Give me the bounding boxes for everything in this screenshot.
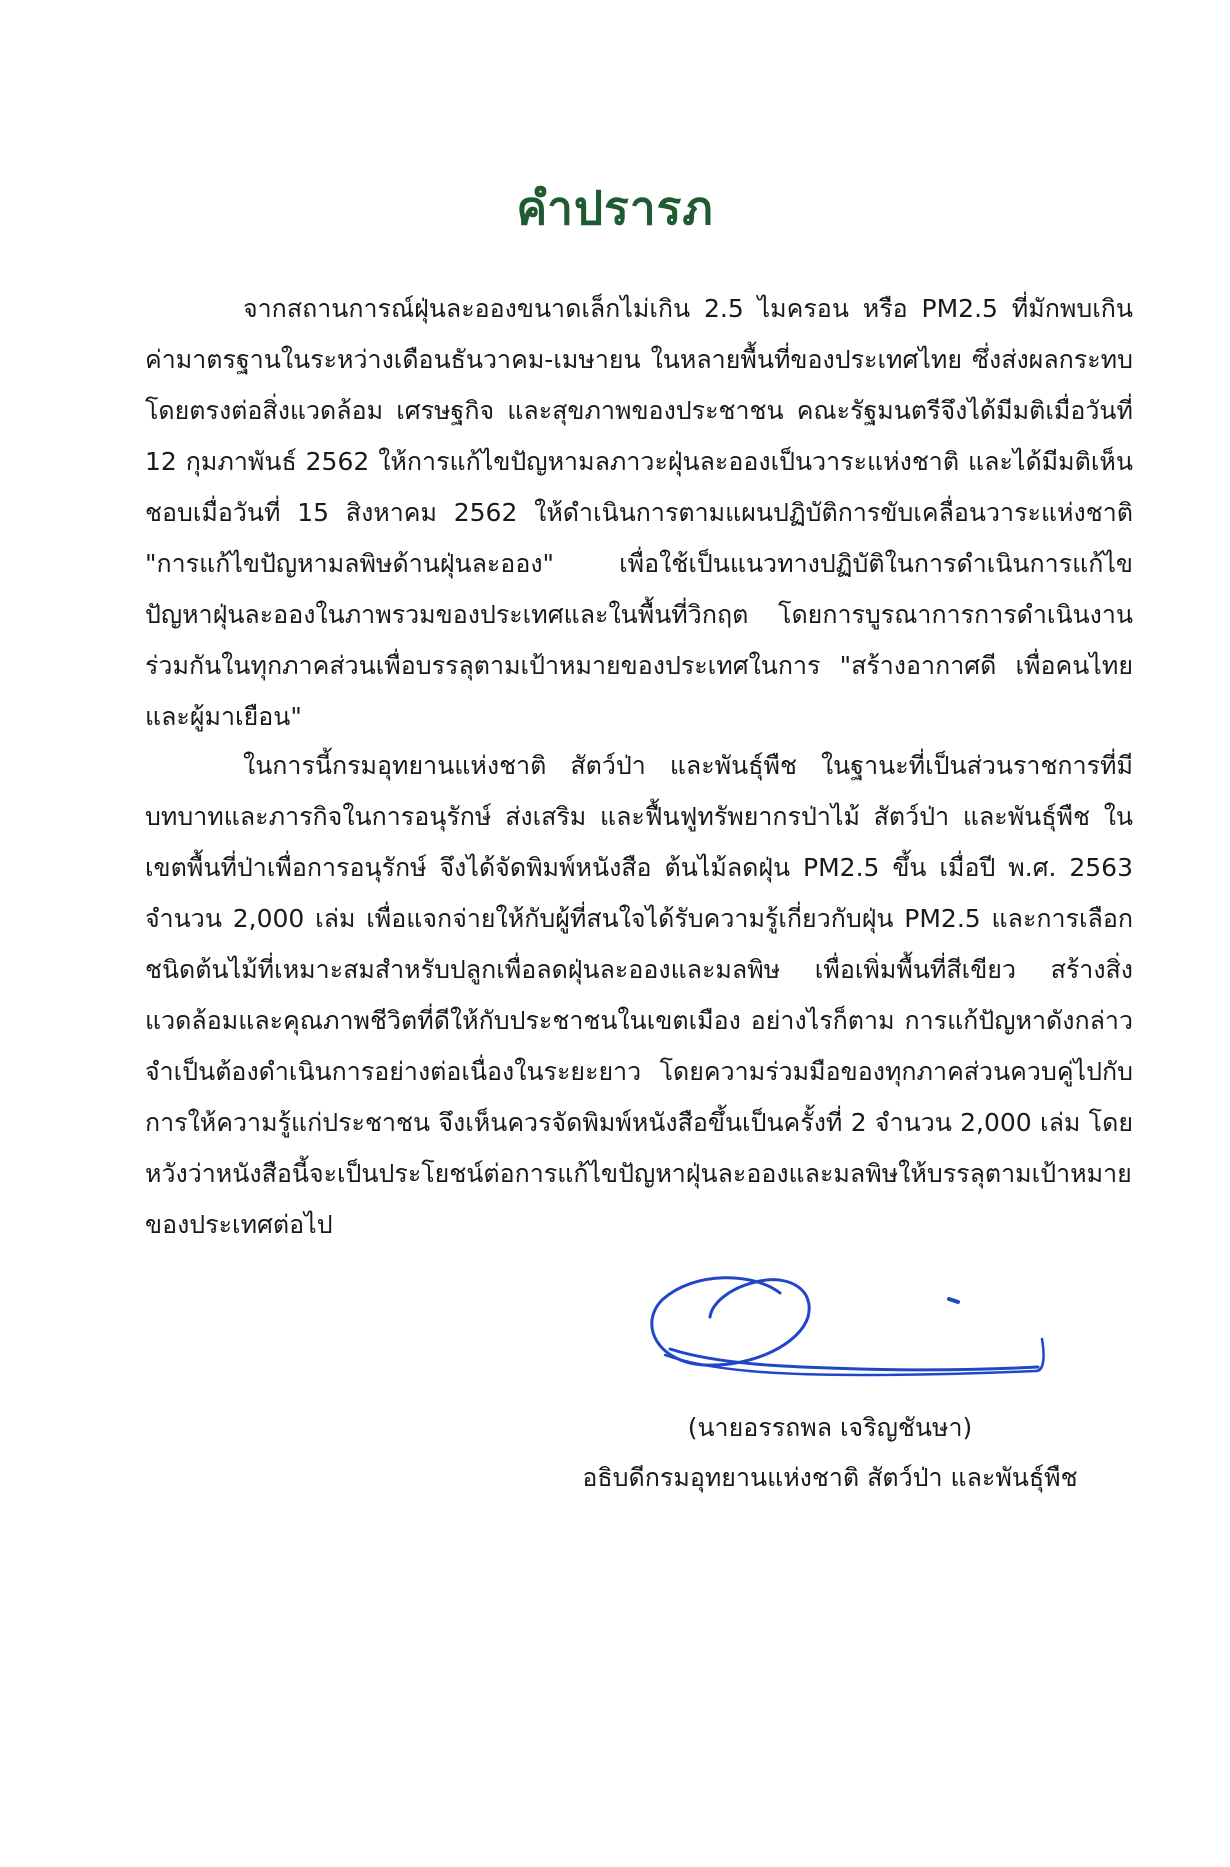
signatory-position: อธิบดีกรมอุทยานแห่งชาติ สัตว์ป่า และพันธุ์พืช <box>582 1463 1078 1492</box>
page-title: คำปรารภ <box>516 181 714 235</box>
body-paragraph-1: จากสถานการณ์ฝุ่นละอองขนาดเล็กไม่เกิน 2.5 ไมครอน หรือ PM2.5 ที่มักพบเกินค่ามาตรฐานในระหว่างเดือนธันวาคม-เมษายน ในหลายพื้นที่ของประเทศไทย ซึ่งส่งผลกระทบโดยตรงต่อสิ่งแวดล้อม เศรษฐกิจ และสุขภาพของประชาชน คณะรัฐมนตรีจึงได้มีมติเมื่อวันที่ 12 กุมภาพันธ์ 2562 ให้การแก้ไขปัญหามลภาวะฝุ่นละอองเป็นวาระแห่งชาติ และได้มีมติเห็นชอบเมื่อวันที่ 15 สิงหาคม 2562 ให้ดำเนินการตามแผนปฏิบัติการขับเคลื่อนวาระแห่งชาติ "การแก้ไขปัญหามลพิษด้านฝุ่นละออง" เพื่อใช้เป็นแนวทางปฏิบัติในการดำเนินการแก้ไขปัญหาฝุ่นละอองในภาพรวมของประเทศและในพื้นที่วิกฤต โดยการบูรณาการการดำเนินงานร่วมกันในทุกภาคส่วนเพื่อบรรลุตามเป้าหมายของประเทศในการ "สร้างอากาศดี เพื่อคนไทย และผู้มาเยือน" <box>145 294 1133 731</box>
signatory-name: (นายอรรถพล เจริญชันษา) <box>687 1413 973 1442</box>
body-paragraph-2: ในการนี้กรมอุทยานแห่งชาติ สัตว์ป่า และพันธุ์พืช ในฐานะที่เป็นส่วนราชการที่มีบทบาทและภารกิจในการอนุรักษ์ ส่งเสริม และฟื้นฟูทรัพยากรป่าไม้ สัตว์ป่า และพันธุ์พืช ในเขตพื้นที่ป่าเพื่อการอนุรักษ์ จึงได้จัดพิมพ์หนังสือ ต้นไม้ลดฝุ่น PM2.5 ขึ้น เมื่อปี พ.ศ. 2563 จำนวน 2,000 เล่ม เพื่อแจกจ่ายให้กับผู้ที่สนใจได้รับความรู้เกี่ยวกับฝุ่น PM2.5 และการเลือกชนิดต้นไม้ที่เหมาะสมสำหรับปลูกเพื่อลดฝุ่นละอองและมลพิษ เพื่อเพิ่มพื้นที่สีเขียว สร้างสิ่งแวดล้อมและคุณภาพชีวิตที่ดีให้กับประชาชนในเขตเมือง อย่างไรก็ตาม การแก้ปัญหาดังกล่าวจำเป็นต้องดำเนินการอย่างต่อเนื่องในระยะยาว โดยความร่วมมือของทุกภาคส่วนควบคู่ไปกับการให้ความรู้แก่ประชาชน จึงเห็นควรจัดพิมพ์หนังสือขึ้นเป็นครั้งที่ 2 จำนวน 2,000 เล่ม โดยหวังว่าหนังสือนี้จะเป็นประโยชน์ต่อการแก้ไขปัญหาฝุ่นละอองและมลพิษให้บรรลุตามเป้าหมายของประเทศต่อไป <box>145 751 1133 1239</box>
signature <box>640 1245 1070 1395</box>
